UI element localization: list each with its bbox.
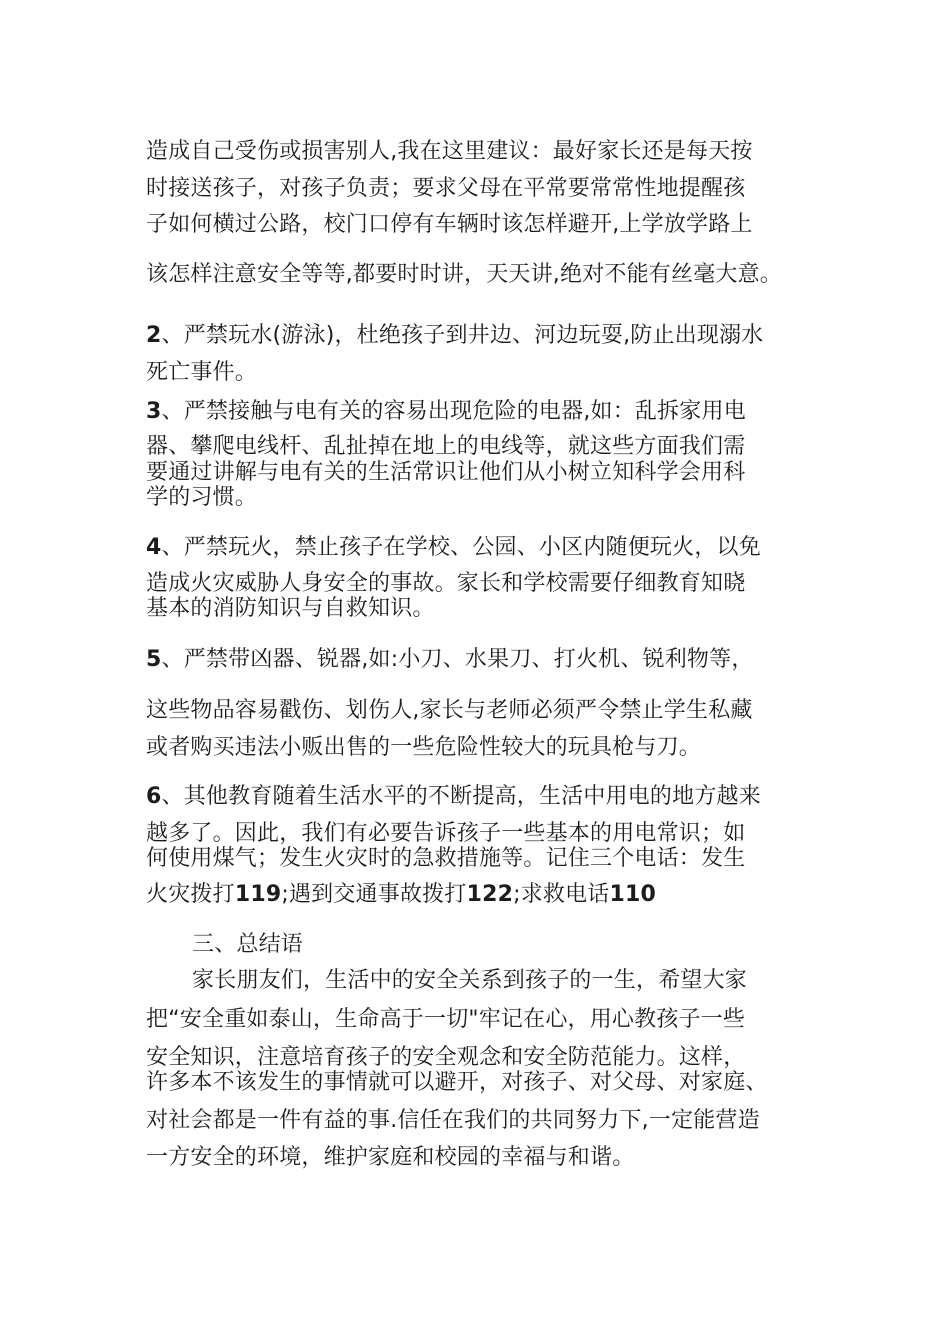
item-number: 5: [146, 647, 162, 672]
item-text: 、严禁接触与电有关的容易出现危险的电器,如：乱拆家用电: [161, 399, 746, 424]
item-text: 、严禁玩水(游泳)，杜绝孩子到井边、河边玩耍,防止出现溺水: [161, 323, 764, 348]
fire-number: 119: [234, 882, 282, 907]
item-text: 、严禁带凶器、锐器,如:小刀、水果刀、打火机、锐利物等，: [161, 647, 754, 672]
paragraph-line: 要通过讲解与电有关的生活常识让他们从小树立知科学会用科: [146, 460, 746, 485]
paragraph-line: 越多了。因此，我们有必要告诉孩子一些基本的用电常识；如: [146, 821, 746, 846]
paragraph-line: 学的习惯。: [146, 485, 258, 510]
list-item-2: [146, 322, 763, 350]
item-number: 4: [146, 535, 162, 560]
list-item-3: [146, 398, 746, 426]
paragraph-line: 对社会都是一件有益的事.信任在我们的共同努力下,一定能营造: [146, 1108, 760, 1133]
police-number: 110: [609, 882, 657, 907]
paragraph-line: 死亡事件。: [146, 360, 258, 385]
paragraph-line: 许多本不该发生的事情就可以避开，对孩子、对父母、对家庭、: [146, 1070, 768, 1095]
paragraph-line: 安全知识，注意培育孩子的安全观念和安全防范能力。这样，: [146, 1045, 746, 1070]
paragraph-line: 时接送孩子，对孩子负责；要求父母在平常要常常性地提醒孩: [146, 176, 746, 201]
paragraph-line: 把“安全重如泰山，生命高于一切"牢记在心，用心教孩子一些: [146, 1007, 746, 1032]
traffic-number: 122: [466, 882, 514, 907]
item-number: 6: [146, 784, 162, 809]
paragraph-line: 一方安全的环境，维护家庭和校园的幸福与和谐。: [146, 1145, 635, 1170]
paragraph-line: 子如何横过公路，校门口停有车辆时该怎样避开,上学放学路上: [146, 212, 753, 237]
paragraph-line: 或者购买违法小贩出售的一些危险性较大的玩具枪与刀。: [146, 735, 702, 760]
section-heading: 三、总结语: [192, 932, 304, 957]
paragraph-line: 造成自己受伤或损害别人,我在这里建议：最好家长还是每天按: [146, 139, 753, 164]
paragraph-line: 何使用煤气；发生火灾时的急救措施等。记住三个电话：发生: [146, 846, 746, 871]
paragraph-line: 这些物品容易戳伤、划伤人,家长与老师必须严令禁止学生私藏: [146, 698, 753, 723]
item-text: 、其他教育随着生活水平的不断提高，生活中用电的地方越来: [161, 784, 761, 809]
paragraph-line: 器、攀爬电线杆、乱扯掉在地上的电线等，就这些方面我们需: [146, 434, 746, 459]
paragraph-line: 造成火灾威胁人身安全的事故。家长和学校需要仔细教育知晓: [146, 571, 746, 596]
paragraph-line: 该怎样注意安全等等,都要时时讲，天天讲,绝对不能有丝毫大意。: [146, 262, 782, 287]
emergency-numbers-line: 火灾拨打119;遇到交通事故拨打122;求救电话110: [146, 882, 657, 907]
list-item-5: [146, 646, 754, 674]
list-item-4: [146, 534, 761, 562]
item-text: 、严禁玩火，禁止孩子在学校、公园、小区内随便玩火，以免: [161, 535, 761, 560]
list-item-6: [146, 783, 761, 811]
item-number: 3: [146, 399, 162, 424]
paragraph-line: 家长朋友们，生活中的安全关系到孩子的一生，希望大家: [192, 968, 748, 993]
paragraph-line: 基本的消防知识与自救知识。: [146, 596, 435, 621]
item-number: 2: [146, 323, 162, 348]
